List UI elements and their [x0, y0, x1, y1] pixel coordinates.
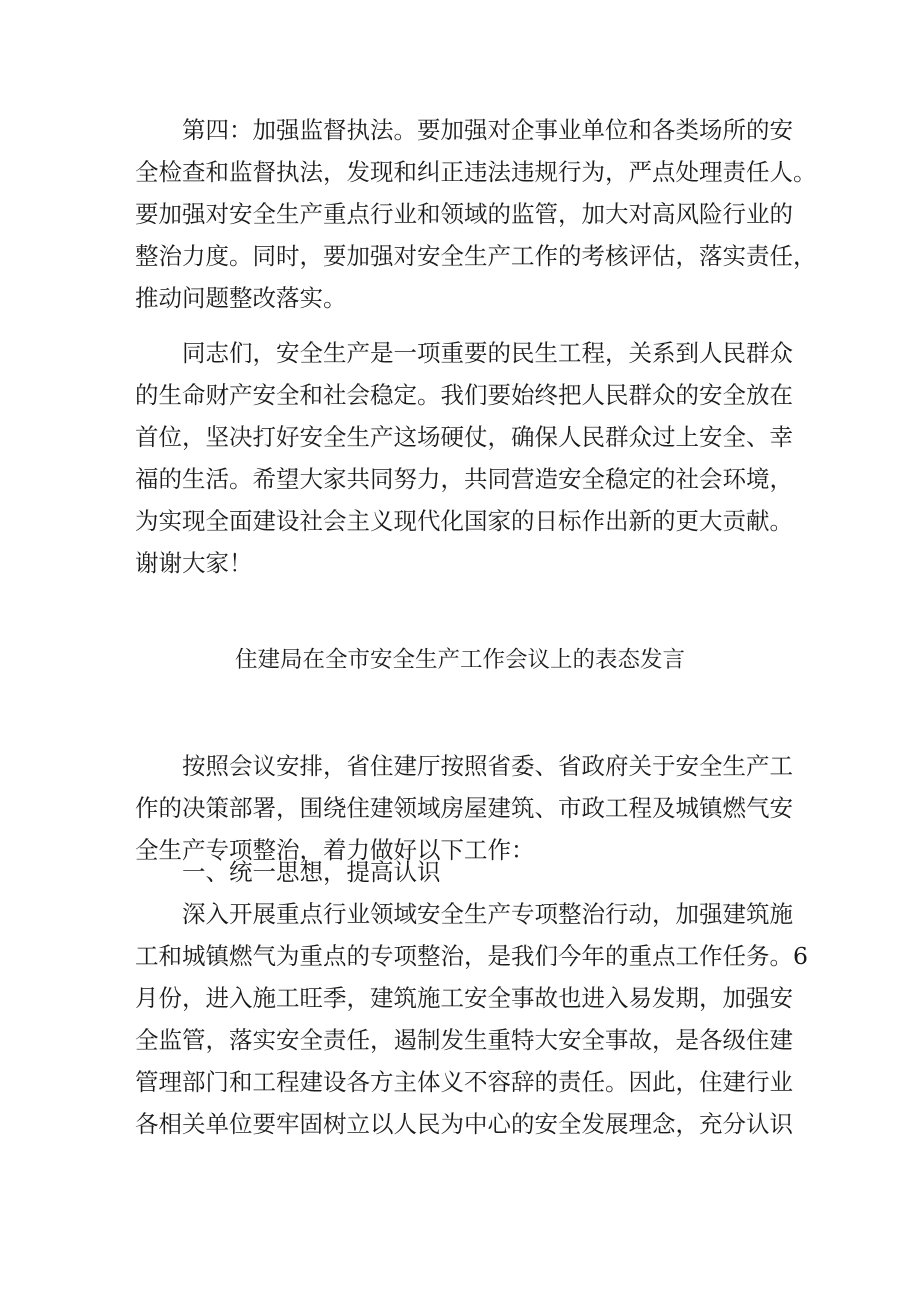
text-line: 为实现全面建设社会主义现代化国家的日标作出新的更大贡献。 — [135, 507, 793, 535]
section-heading-text: 一、统一思想，提高认识 — [182, 858, 441, 886]
section-heading-one — [135, 851, 795, 893]
text-line: 推动问题整改落实。 — [135, 284, 347, 312]
text-line: 月份，进入施工旺季，建筑施工安全事故也进入易发期，加强安 — [135, 984, 793, 1012]
text-line: 的生命财产安全和社会稳定。我们要始终把人民群众的安全放在 — [135, 381, 793, 409]
text-line: 首位，坚决打好安全生产这场硬仗，确保人民群众过上安全、幸 — [135, 423, 793, 451]
text-line: 整治力度。同时，要加强对安全生产工作的考核评估，落实责任， — [135, 242, 817, 270]
speech-title: 住建局在全市安全生产工作会议上的表态发言 — [234, 647, 685, 673]
text-line: 深入开展重点行业领域安全生产专项整治行动，加强建筑施 — [182, 900, 793, 928]
text-line: 作的决策部署，围绕住建领域房屋建筑、市政工程及城镇燃气安 — [135, 794, 793, 822]
text-line: 全生产专项整治，着力做好以下工作： — [135, 836, 535, 864]
text-line: 按照会议安排，省住建厅按照省委、省政府关于安全生产工 — [182, 752, 793, 780]
paragraph-section-one — [135, 893, 808, 1145]
text-line: 全监管，落实安全责任，遏制发生重特大安全事故，是各级住建 — [135, 1026, 793, 1054]
text-line: 同志们，安全生产是一项重要的民生工程，关系到人民群众 — [182, 339, 793, 367]
text-line: 谢谢大家！ — [135, 549, 253, 577]
text-line: 要加强对安全生产重点行业和领域的监管，加大对高风险行业的 — [135, 200, 793, 228]
text-line: 各相关单位要牢固树立以人民为中心的安全发展理念，充分认识 — [135, 1110, 793, 1138]
text-line: 第四：加强监督执法。要加强对企事业单位和各类场所的安 — [182, 116, 793, 144]
paragraph-closing — [135, 332, 795, 584]
text-line: 全检查和监督执法，发现和纠正违法违规行为，严点处理责任人。 — [135, 158, 817, 186]
text-line: 管理部门和工程建设各方主体义不容辞的责任。因此，住建行业 — [135, 1068, 793, 1096]
paragraph-section-four — [135, 109, 817, 319]
text-line: 工和城镇燃气为重点的专项整治，是我们今年的重点工作任务。6 — [135, 942, 808, 970]
text-line: 福的生活。希望大家共同努力，共同营造安全稳定的社会环境， — [135, 465, 793, 493]
